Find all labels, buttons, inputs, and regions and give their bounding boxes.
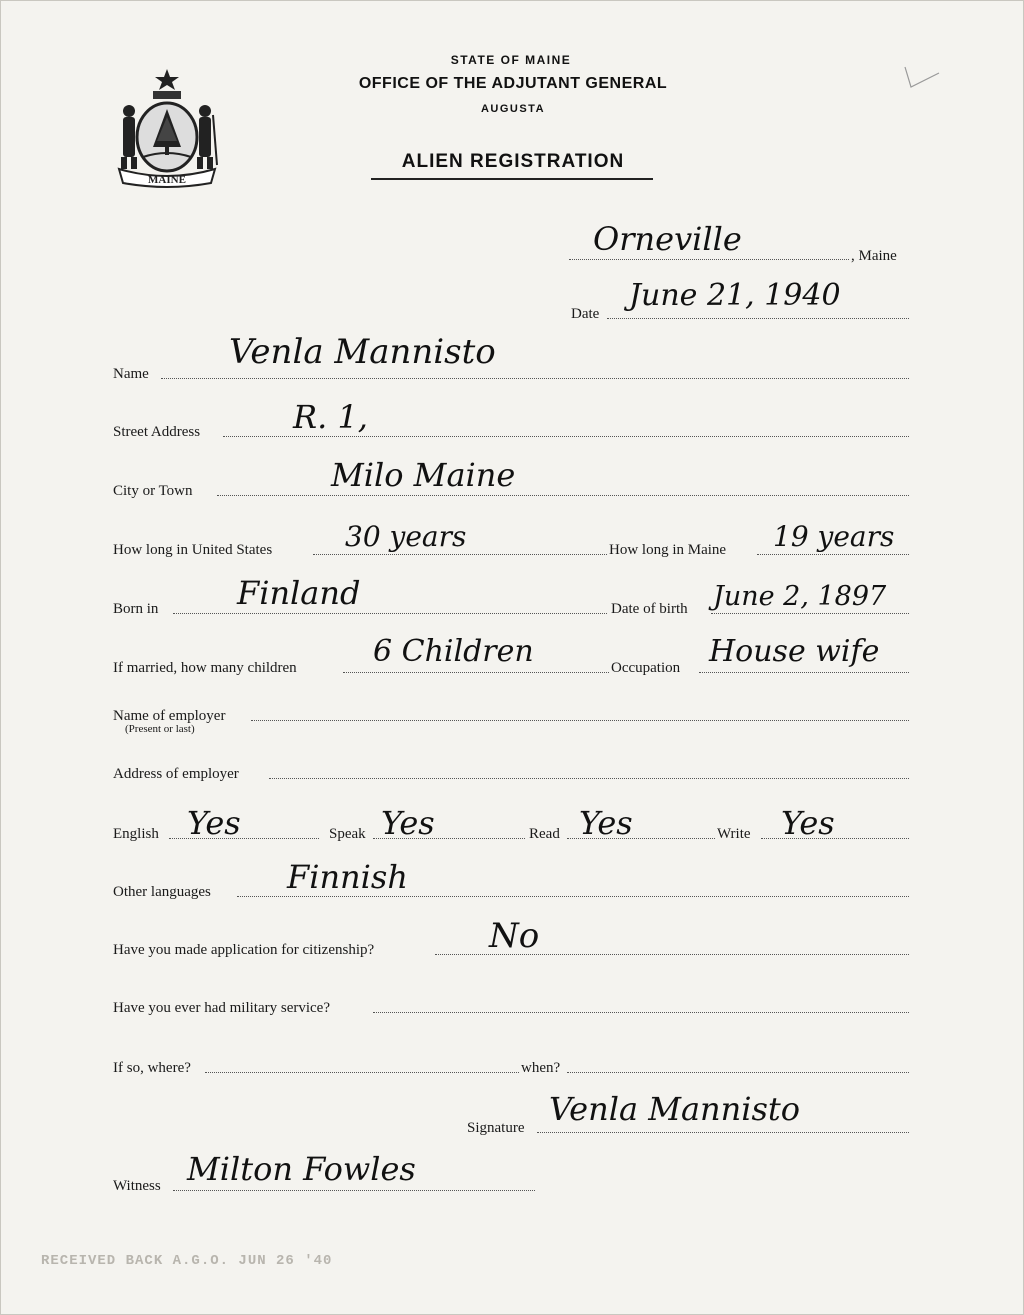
other-languages-line	[237, 896, 909, 897]
where-label: If so, where?	[113, 1060, 191, 1076]
signature-label: Signature	[467, 1120, 525, 1136]
born-in-value: Finland	[237, 574, 361, 612]
place-suffix: , Maine	[851, 248, 897, 264]
witness-line	[173, 1190, 535, 1191]
how-long-us-label: How long in United States	[113, 542, 273, 558]
where-line	[205, 1072, 519, 1073]
date-label: Date	[571, 306, 600, 322]
header-city: AUGUSTA	[480, 103, 546, 115]
date-value: June 21, 1940	[629, 278, 841, 313]
how-long-us-line	[313, 554, 607, 555]
name-label: Name	[113, 366, 149, 382]
name-line	[161, 378, 909, 379]
signature-value: Venla Mannisto	[549, 1090, 801, 1128]
born-in-line	[173, 613, 607, 614]
occupation-line	[699, 672, 909, 673]
how-long-maine-label: How long in Maine	[609, 542, 727, 558]
place-value: Orneville	[593, 220, 742, 258]
children-line	[343, 672, 609, 673]
employer-address-label: Address of employer	[113, 766, 239, 782]
children-value: 6 Children	[373, 634, 534, 669]
english-label: English	[113, 826, 159, 842]
speak-value: Yes	[381, 804, 435, 842]
how-long-maine-line	[757, 554, 909, 555]
when-line	[567, 1072, 909, 1073]
write-label: Write	[717, 826, 751, 842]
seal-text: MAINE	[148, 174, 186, 186]
write-value: Yes	[781, 804, 835, 842]
military-label: Have you ever had military service?	[113, 1000, 330, 1016]
other-languages-value: Finnish	[287, 858, 408, 896]
received-stamp: RECEIVED BACK A.G.O. JUN 26 '40	[41, 1253, 333, 1269]
children-label: If married, how many children	[113, 660, 297, 676]
employer-line	[251, 720, 909, 721]
witness-value: Milton Fowles	[187, 1150, 416, 1188]
city-or-town-line	[217, 495, 909, 496]
title-underline	[371, 178, 653, 180]
street-address-line	[223, 436, 909, 437]
how-long-us-value: 30 years	[345, 520, 467, 553]
employer-label: Name of employer	[113, 708, 226, 724]
header-office: OFFICE OF THE ADJUTANT GENERAL	[358, 75, 668, 92]
date-of-birth-label: Date of birth	[611, 601, 688, 617]
date-of-birth-line	[711, 613, 909, 614]
street-address-value: R. 1,	[293, 398, 368, 436]
english-value: Yes	[187, 804, 241, 842]
occupation-label: Occupation	[611, 660, 681, 676]
citizenship-label: Have you made application for citizenship?	[113, 942, 375, 958]
born-in-label: Born in	[113, 601, 159, 617]
other-languages-label: Other languages	[113, 884, 211, 900]
speak-label: Speak	[329, 826, 366, 842]
place-line	[569, 259, 849, 260]
read-label: Read	[529, 826, 560, 842]
date-of-birth-value: June 2, 1897	[713, 581, 887, 612]
occupation-value: House wife	[709, 634, 880, 669]
read-value: Yes	[579, 804, 633, 842]
military-line	[373, 1012, 909, 1013]
name-value: Venla Mannisto	[229, 332, 496, 372]
witness-label: Witness	[113, 1178, 161, 1194]
how-long-maine-value: 19 years	[773, 520, 895, 553]
city-or-town-label: City or Town	[113, 483, 193, 499]
header-state: STATE OF MAINE	[450, 53, 572, 67]
city-or-town-value: Milo Maine	[331, 456, 516, 494]
signature-line	[537, 1132, 909, 1133]
date-line	[607, 318, 909, 319]
form-title: ALIEN REGISTRATION	[401, 151, 625, 172]
street-address-label: Street Address	[113, 424, 201, 440]
employer-address-line	[269, 778, 909, 779]
citizenship-value: No	[489, 916, 540, 956]
employer-sublabel: (Present or last)	[125, 723, 195, 735]
when-label: when?	[521, 1060, 561, 1076]
